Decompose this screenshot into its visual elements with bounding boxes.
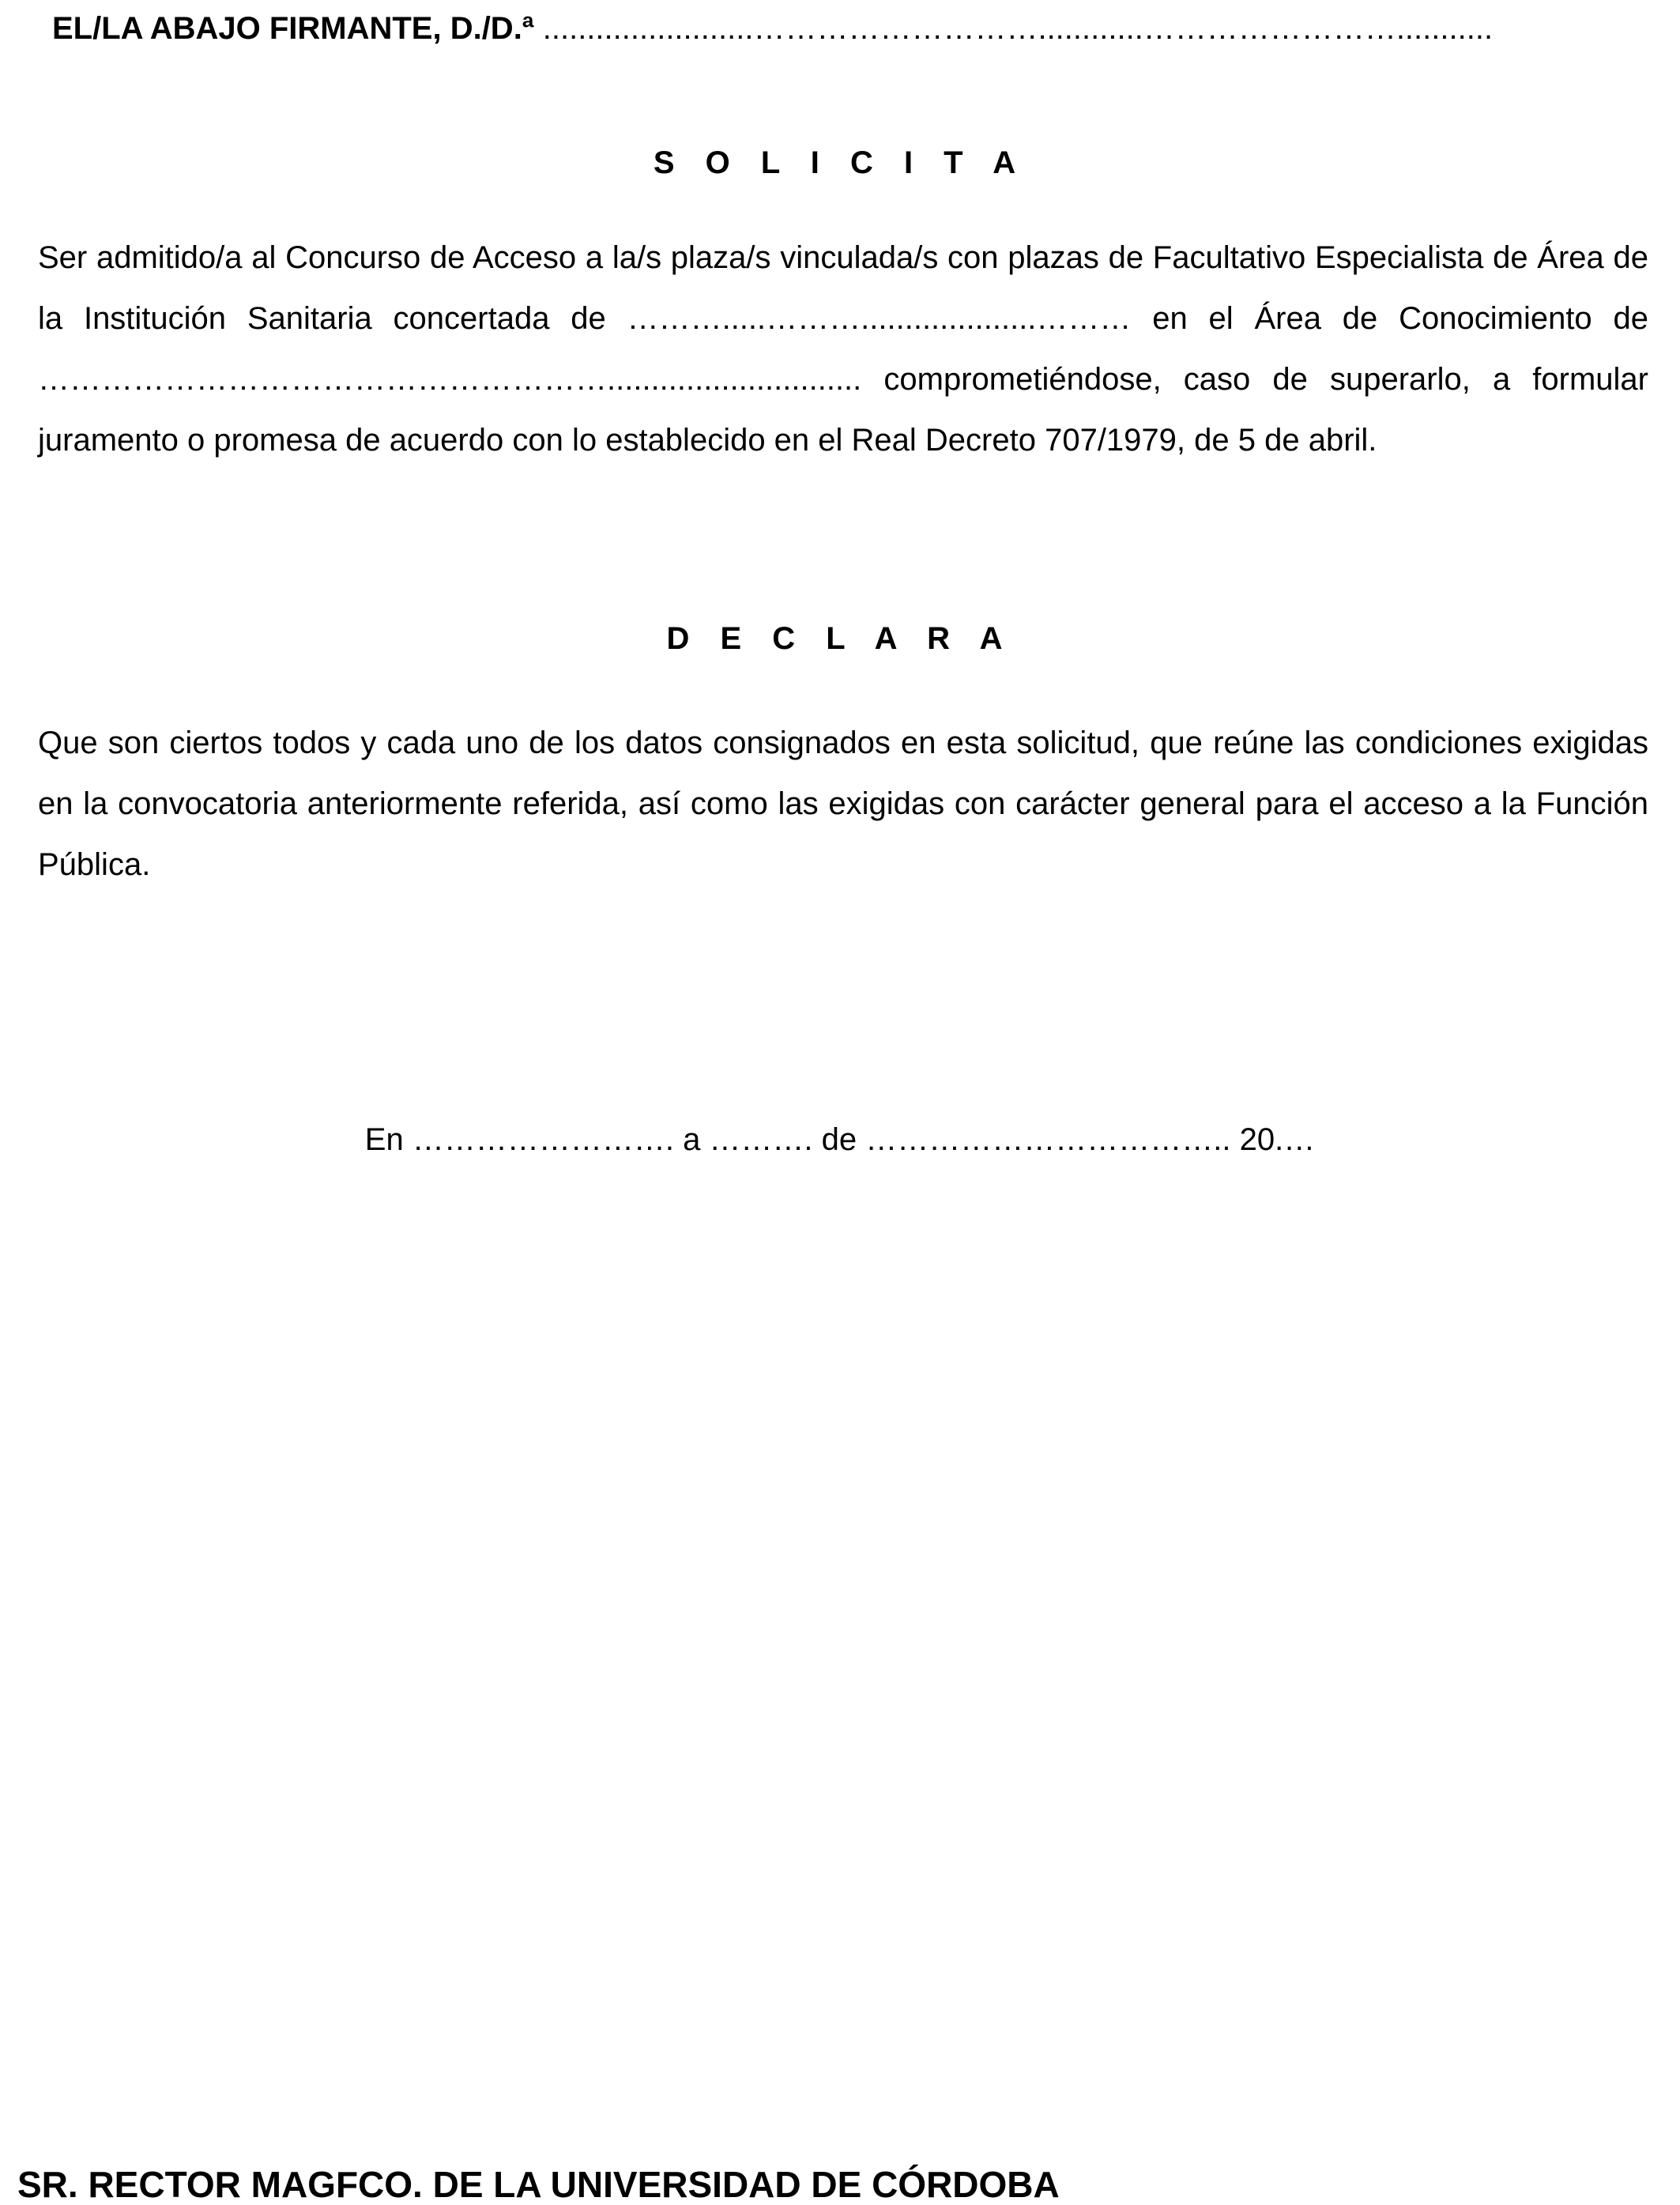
applicant-name-fill-line: ........................………………………............……………………........... <box>542 11 1494 46</box>
solicita-paragraph: Ser admitido/a al Concurso de Acceso a la/s plaza/s vinculada/s con plazas de Facultativo Especialista de Área de la Institución Sanitaria concertada de ……….....………....................……… en el Área de Conocimiento de ………………………………………………............................. comprometiéndose, caso de superarlo, a formular juramento o promesa de acuerdo con lo establecido en el Real Decreto 707/1979, de 5 de abril. <box>38 240 1648 458</box>
place-date-line: En ……………………. a ………. de …………………………….. 20.… <box>364 1122 1316 1157</box>
addressee-footer: SR. RECTOR MAGFCO. DE LA UNIVERSIDAD DE CÓRDOBA <box>17 2164 1060 2205</box>
declara-paragraph: Que son ciertos todos y cada uno de los datos consignados en esta solicitud, que reúne las condiciones exigidas en la convocatoria anteriormente referida, así como las exigidas con carácter general para el acceso a la Función Pública. <box>38 726 1648 882</box>
solicita-heading: S O L I C I T A <box>653 145 1027 180</box>
applicant-header <box>52 6 1493 51</box>
applicant-label: EL/LA ABAJO FIRMANTE, D./D.ª <box>52 11 534 46</box>
declara-heading: D E C L A R A <box>666 621 1014 656</box>
